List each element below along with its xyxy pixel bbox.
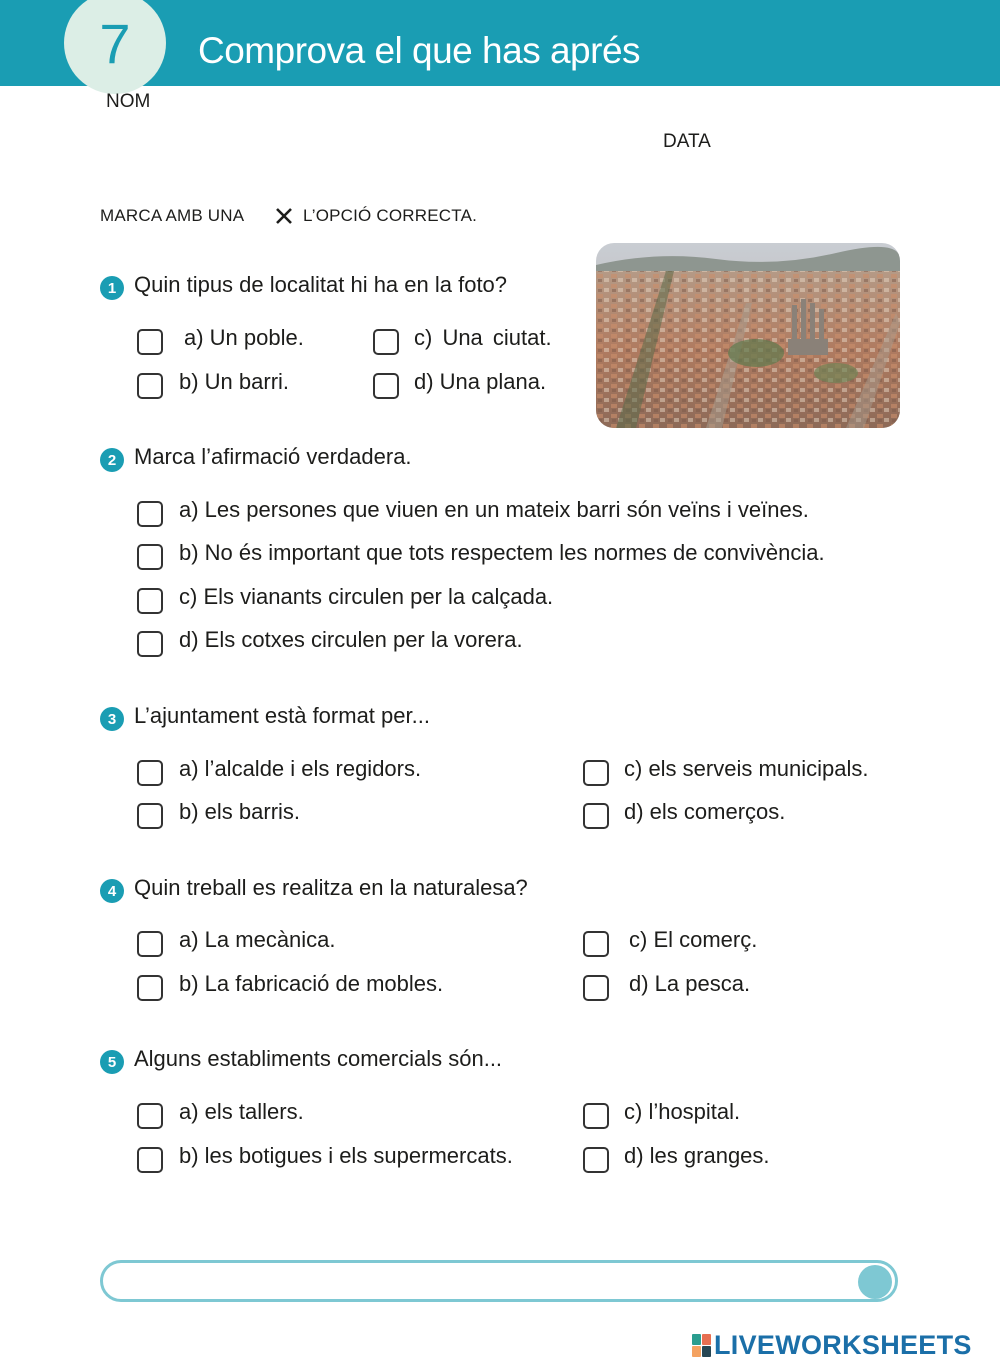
- option-label: a) els tallers.: [179, 1099, 304, 1124]
- option-label: b) No és important que tots respectem les normes de convivència.: [179, 540, 825, 565]
- option-label: b) els barris.: [179, 799, 301, 824]
- checkbox[interactable]: [137, 1103, 163, 1129]
- checkbox[interactable]: [137, 373, 163, 399]
- question-number: 4: [100, 879, 124, 903]
- option-label: d) La pesca.: [629, 971, 751, 996]
- unit-number-badge: 7: [64, 0, 166, 94]
- option-label: b) Un barri.: [179, 369, 290, 394]
- page-title: Comprova el que has aprés: [198, 30, 641, 71]
- question-text: Alguns establiments comercials són...: [134, 1046, 503, 1071]
- option-label: a) La mecànica.: [179, 927, 336, 952]
- option-label: c) Els vianants circulen per la calçada.: [179, 584, 554, 609]
- question-text: Quin treball es realitza en la naturalesa?: [134, 875, 528, 900]
- option-label: d) Una plana.: [414, 369, 547, 394]
- question-text: Quin tipus de localitat hi ha en la foto?: [134, 272, 508, 297]
- checkbox[interactable]: [373, 329, 399, 355]
- checkbox[interactable]: [137, 631, 163, 657]
- option-label: a) Les persones que viuen en un mateix barri són veïns i veïnes.: [179, 497, 809, 522]
- checkbox[interactable]: [583, 931, 609, 957]
- checkbox[interactable]: [137, 501, 163, 527]
- checkbox[interactable]: [583, 803, 609, 829]
- question-text: Marca l’afirmació verdadera.: [134, 444, 412, 469]
- brand-name: LIVEWORKSHEETS: [714, 1330, 972, 1360]
- checkbox[interactable]: [137, 931, 163, 957]
- city-aerial-photo: [596, 243, 900, 428]
- cross-mark-icon: [274, 206, 294, 226]
- checkbox[interactable]: [137, 760, 163, 786]
- liveworksheets-logo: [692, 1330, 972, 1361]
- checkbox[interactable]: [137, 803, 163, 829]
- question-number: 5: [100, 1050, 124, 1074]
- checkbox[interactable]: [583, 760, 609, 786]
- instructions-part2: L’OPCIÓ CORRECTA.: [303, 206, 478, 225]
- option-label: d) els comerços.: [624, 799, 786, 824]
- question-number: 3: [100, 707, 124, 731]
- option-label: b) La fabricació de mobles.: [179, 971, 444, 996]
- checkbox[interactable]: [583, 1103, 609, 1129]
- check-answers-button[interactable]: [858, 1265, 892, 1299]
- instructions-part1: MARCA AMB UNA: [100, 206, 245, 225]
- answer-check-bar[interactable]: [100, 1260, 898, 1302]
- option-label: c) Una ciutat.: [414, 325, 552, 350]
- checkbox[interactable]: [137, 329, 163, 355]
- option-label: a) l’alcalde i els regidors.: [179, 756, 422, 781]
- checkbox[interactable]: [583, 1147, 609, 1173]
- checkbox[interactable]: [137, 544, 163, 570]
- option-label: c) l’hospital.: [624, 1099, 741, 1124]
- name-label: NOM: [106, 91, 151, 112]
- question-text: L’ajuntament està format per...: [134, 703, 430, 728]
- option-label: c) els serveis municipals.: [624, 756, 869, 781]
- option-label: a) Un poble.: [184, 325, 304, 350]
- checkbox[interactable]: [373, 373, 399, 399]
- question-number: 1: [100, 276, 124, 300]
- checkbox[interactable]: [137, 588, 163, 614]
- option-label: d) les granges.: [624, 1143, 770, 1168]
- question-number: 2: [100, 448, 124, 472]
- checkbox[interactable]: [137, 975, 163, 1001]
- checkbox[interactable]: [583, 975, 609, 1001]
- date-label: DATA: [663, 131, 711, 152]
- option-label: d) Els cotxes circulen per la vorera.: [179, 627, 523, 652]
- option-label: c) El comerç.: [629, 927, 758, 952]
- option-label: b) les botigues i els supermercats.: [179, 1143, 513, 1168]
- checkbox[interactable]: [137, 1147, 163, 1173]
- liveworksheets-icon: [692, 1334, 711, 1357]
